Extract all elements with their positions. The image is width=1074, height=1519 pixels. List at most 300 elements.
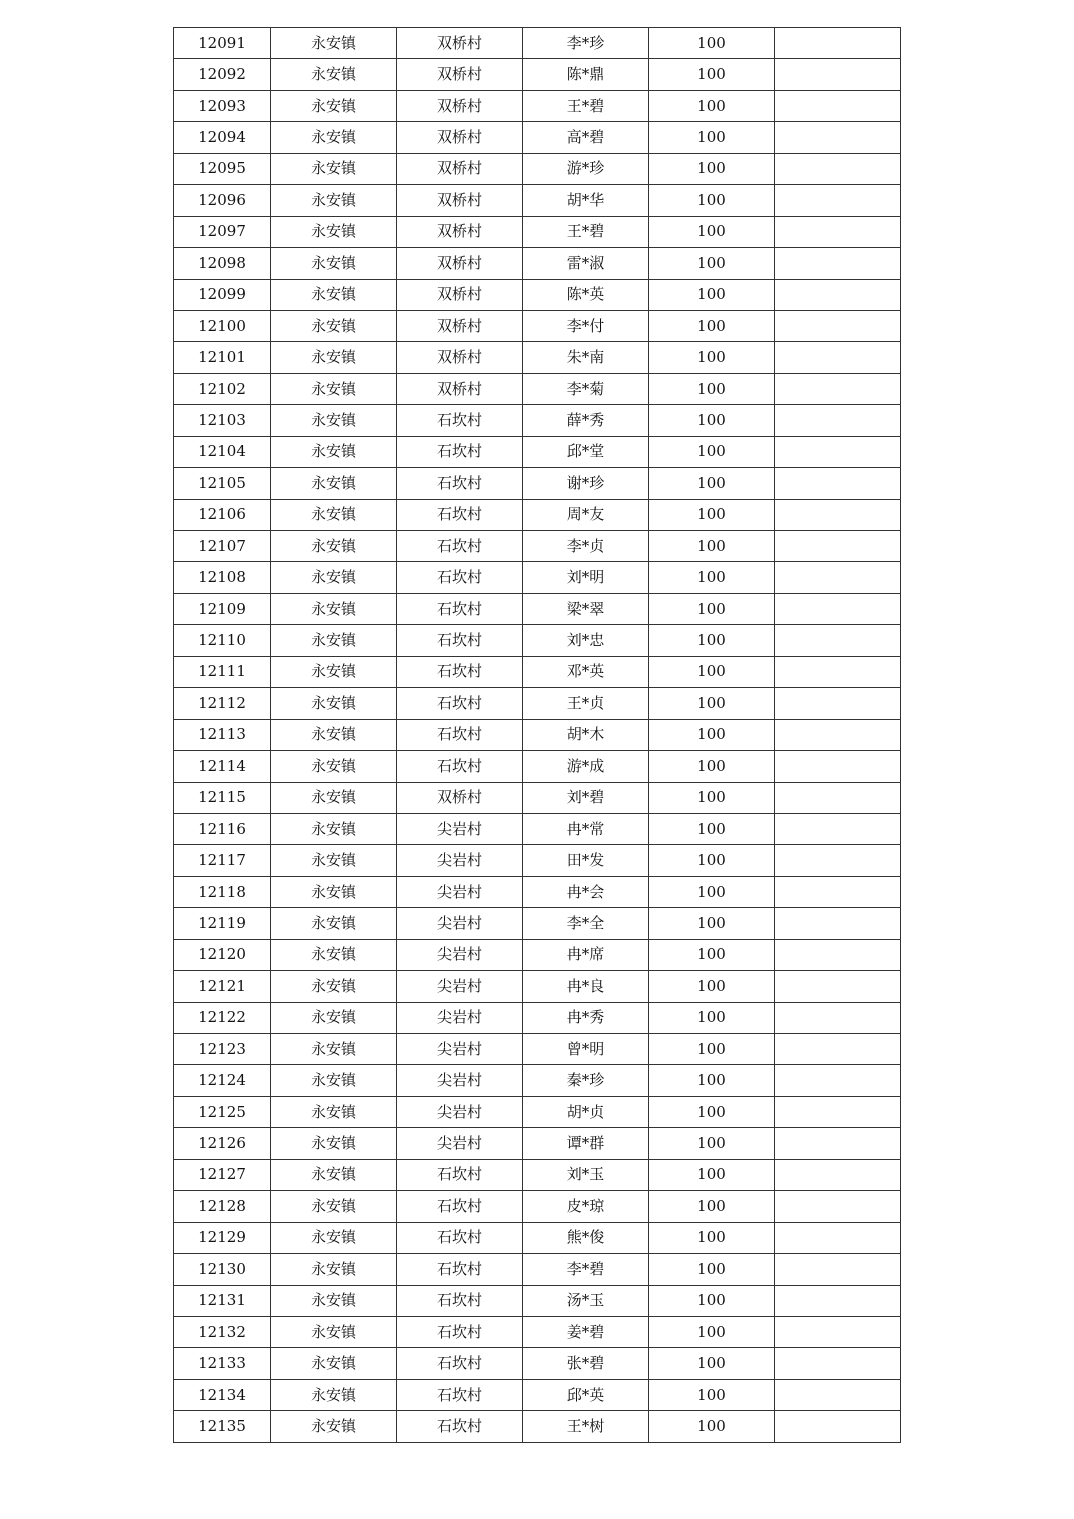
name-cell: 梁*翠 — [523, 593, 649, 624]
village-cell: 石坎村 — [397, 1379, 523, 1410]
serial-number-cell: 12129 — [174, 1222, 271, 1253]
amount-cell: 100 — [649, 751, 775, 782]
village-cell: 石坎村 — [397, 531, 523, 562]
village-cell: 石坎村 — [397, 1411, 523, 1442]
remark-cell — [775, 656, 901, 687]
serial-number-cell: 12108 — [174, 562, 271, 593]
town-cell: 永安镇 — [271, 1191, 397, 1222]
serial-number-cell: 12101 — [174, 342, 271, 373]
village-cell: 石坎村 — [397, 1222, 523, 1253]
amount-cell: 100 — [649, 531, 775, 562]
name-cell: 陈*鼎 — [523, 59, 649, 90]
remark-cell — [775, 28, 901, 59]
amount-cell: 100 — [649, 1316, 775, 1347]
town-cell: 永安镇 — [271, 751, 397, 782]
town-cell: 永安镇 — [271, 1096, 397, 1127]
town-cell: 永安镇 — [271, 499, 397, 530]
serial-number-cell: 12109 — [174, 593, 271, 624]
village-cell: 尖岩村 — [397, 1096, 523, 1127]
serial-number-cell: 12116 — [174, 813, 271, 844]
name-cell: 刘*碧 — [523, 782, 649, 813]
remark-cell — [775, 1285, 901, 1316]
village-cell: 双桥村 — [397, 782, 523, 813]
table-row — [174, 751, 901, 782]
village-cell: 石坎村 — [397, 751, 523, 782]
amount-cell: 100 — [649, 1285, 775, 1316]
village-cell: 石坎村 — [397, 688, 523, 719]
village-cell: 石坎村 — [397, 1316, 523, 1347]
village-cell: 石坎村 — [397, 436, 523, 467]
town-cell: 永安镇 — [271, 1285, 397, 1316]
town-cell: 永安镇 — [271, 845, 397, 876]
town-cell: 永安镇 — [271, 939, 397, 970]
remark-cell — [775, 153, 901, 184]
table-row — [174, 279, 901, 310]
town-cell: 永安镇 — [271, 625, 397, 656]
amount-cell: 100 — [649, 1065, 775, 1096]
table-row — [174, 656, 901, 687]
town-cell: 永安镇 — [271, 405, 397, 436]
amount-cell: 100 — [649, 1002, 775, 1033]
village-cell: 石坎村 — [397, 625, 523, 656]
table-row — [174, 1222, 901, 1253]
village-cell: 石坎村 — [397, 1285, 523, 1316]
remark-cell — [775, 751, 901, 782]
table-row — [174, 1159, 901, 1190]
village-cell: 双桥村 — [397, 153, 523, 184]
serial-number-cell: 12123 — [174, 1034, 271, 1065]
remark-cell — [775, 59, 901, 90]
town-cell: 永安镇 — [271, 1034, 397, 1065]
village-cell: 双桥村 — [397, 90, 523, 121]
serial-number-cell: 12120 — [174, 939, 271, 970]
remark-cell — [775, 1034, 901, 1065]
name-cell: 李*全 — [523, 908, 649, 939]
table-row — [174, 939, 901, 970]
town-cell: 永安镇 — [271, 656, 397, 687]
village-cell: 双桥村 — [397, 279, 523, 310]
village-cell: 石坎村 — [397, 719, 523, 750]
name-cell: 邓*英 — [523, 656, 649, 687]
village-cell: 双桥村 — [397, 185, 523, 216]
serial-number-cell: 12121 — [174, 971, 271, 1002]
table-row — [174, 1254, 901, 1285]
remark-cell — [775, 1222, 901, 1253]
amount-cell: 100 — [649, 625, 775, 656]
table-row — [174, 185, 901, 216]
amount-cell: 100 — [649, 1411, 775, 1442]
name-cell: 游*成 — [523, 751, 649, 782]
town-cell: 永安镇 — [271, 908, 397, 939]
remark-cell — [775, 688, 901, 719]
town-cell: 永安镇 — [271, 593, 397, 624]
table-row — [174, 1034, 901, 1065]
remark-cell — [775, 1002, 901, 1033]
table-row — [174, 1096, 901, 1127]
amount-cell: 100 — [649, 436, 775, 467]
remark-cell — [775, 1348, 901, 1379]
amount-cell: 100 — [649, 90, 775, 121]
remark-cell — [775, 531, 901, 562]
serial-number-cell: 12103 — [174, 405, 271, 436]
village-cell: 石坎村 — [397, 1348, 523, 1379]
name-cell: 张*碧 — [523, 1348, 649, 1379]
serial-number-cell: 12117 — [174, 845, 271, 876]
serial-number-cell: 12132 — [174, 1316, 271, 1347]
roster-table-body — [174, 28, 901, 1443]
amount-cell: 100 — [649, 1159, 775, 1190]
table-row — [174, 719, 901, 750]
remark-cell — [775, 1316, 901, 1347]
remark-cell — [775, 373, 901, 404]
table-row — [174, 310, 901, 341]
table-row — [174, 342, 901, 373]
serial-number-cell: 12098 — [174, 248, 271, 279]
village-cell: 双桥村 — [397, 59, 523, 90]
remark-cell — [775, 782, 901, 813]
name-cell: 李*碧 — [523, 1254, 649, 1285]
name-cell: 李*付 — [523, 310, 649, 341]
name-cell: 汤*玉 — [523, 1285, 649, 1316]
village-cell: 尖岩村 — [397, 845, 523, 876]
amount-cell: 100 — [649, 59, 775, 90]
table-row — [174, 216, 901, 247]
table-row — [174, 248, 901, 279]
village-cell: 尖岩村 — [397, 971, 523, 1002]
name-cell: 谭*群 — [523, 1128, 649, 1159]
village-cell: 双桥村 — [397, 216, 523, 247]
remark-cell — [775, 845, 901, 876]
town-cell: 永安镇 — [271, 1379, 397, 1410]
town-cell: 永安镇 — [271, 688, 397, 719]
remark-cell — [775, 562, 901, 593]
serial-number-cell: 12093 — [174, 90, 271, 121]
name-cell: 李*贞 — [523, 531, 649, 562]
table-row — [174, 436, 901, 467]
name-cell: 高*碧 — [523, 122, 649, 153]
amount-cell: 100 — [649, 153, 775, 184]
table-row — [174, 782, 901, 813]
village-cell: 尖岩村 — [397, 813, 523, 844]
serial-number-cell: 12111 — [174, 656, 271, 687]
remark-cell — [775, 279, 901, 310]
remark-cell — [775, 1128, 901, 1159]
table-row — [174, 468, 901, 499]
town-cell: 永安镇 — [271, 59, 397, 90]
remark-cell — [775, 436, 901, 467]
amount-cell: 100 — [649, 1222, 775, 1253]
town-cell: 永安镇 — [271, 248, 397, 279]
name-cell: 陈*英 — [523, 279, 649, 310]
table-row — [174, 1002, 901, 1033]
remark-cell — [775, 1065, 901, 1096]
name-cell: 李*菊 — [523, 373, 649, 404]
serial-number-cell: 12102 — [174, 373, 271, 404]
table-row — [174, 1191, 901, 1222]
table-row — [174, 971, 901, 1002]
amount-cell: 100 — [649, 813, 775, 844]
remark-cell — [775, 1191, 901, 1222]
amount-cell: 100 — [649, 908, 775, 939]
town-cell: 永安镇 — [271, 813, 397, 844]
name-cell: 谢*珍 — [523, 468, 649, 499]
amount-cell: 100 — [649, 468, 775, 499]
table-row — [174, 1316, 901, 1347]
serial-number-cell: 12128 — [174, 1191, 271, 1222]
name-cell: 朱*南 — [523, 342, 649, 373]
amount-cell: 100 — [649, 1254, 775, 1285]
table-row — [174, 373, 901, 404]
name-cell: 王*碧 — [523, 216, 649, 247]
village-cell: 尖岩村 — [397, 1065, 523, 1096]
table-row — [174, 1065, 901, 1096]
town-cell: 永安镇 — [271, 1065, 397, 1096]
remark-cell — [775, 248, 901, 279]
name-cell: 皮*琼 — [523, 1191, 649, 1222]
town-cell: 永安镇 — [271, 531, 397, 562]
name-cell: 刘*忠 — [523, 625, 649, 656]
amount-cell: 100 — [649, 310, 775, 341]
amount-cell: 100 — [649, 373, 775, 404]
table-row — [174, 562, 901, 593]
serial-number-cell: 12112 — [174, 688, 271, 719]
town-cell: 永安镇 — [271, 90, 397, 121]
remark-cell — [775, 185, 901, 216]
remark-cell — [775, 216, 901, 247]
town-cell: 永安镇 — [271, 1316, 397, 1347]
serial-number-cell: 12124 — [174, 1065, 271, 1096]
town-cell: 永安镇 — [271, 279, 397, 310]
name-cell: 薛*秀 — [523, 405, 649, 436]
amount-cell: 100 — [649, 405, 775, 436]
remark-cell — [775, 310, 901, 341]
table-row — [174, 1411, 901, 1442]
serial-number-cell: 12125 — [174, 1096, 271, 1127]
serial-number-cell: 12131 — [174, 1285, 271, 1316]
village-cell: 尖岩村 — [397, 1128, 523, 1159]
town-cell: 永安镇 — [271, 1222, 397, 1253]
town-cell: 永安镇 — [271, 1254, 397, 1285]
amount-cell: 100 — [649, 1034, 775, 1065]
amount-cell: 100 — [649, 1096, 775, 1127]
table-row — [174, 59, 901, 90]
serial-number-cell: 12096 — [174, 185, 271, 216]
amount-cell: 100 — [649, 782, 775, 813]
roster-table — [173, 27, 901, 1443]
town-cell: 永安镇 — [271, 1002, 397, 1033]
name-cell: 冉*席 — [523, 939, 649, 970]
remark-cell — [775, 719, 901, 750]
serial-number-cell: 12107 — [174, 531, 271, 562]
name-cell: 冉*会 — [523, 876, 649, 907]
serial-number-cell: 12092 — [174, 59, 271, 90]
remark-cell — [775, 593, 901, 624]
name-cell: 冉*常 — [523, 813, 649, 844]
town-cell: 永安镇 — [271, 719, 397, 750]
remark-cell — [775, 342, 901, 373]
remark-cell — [775, 468, 901, 499]
town-cell: 永安镇 — [271, 122, 397, 153]
amount-cell: 100 — [649, 122, 775, 153]
table-row — [174, 813, 901, 844]
table-row — [174, 1379, 901, 1410]
table-row — [174, 1128, 901, 1159]
remark-cell — [775, 813, 901, 844]
serial-number-cell: 12110 — [174, 625, 271, 656]
town-cell: 永安镇 — [271, 971, 397, 1002]
serial-number-cell: 12095 — [174, 153, 271, 184]
village-cell: 双桥村 — [397, 28, 523, 59]
serial-number-cell: 12126 — [174, 1128, 271, 1159]
village-cell: 石坎村 — [397, 499, 523, 530]
serial-number-cell: 12094 — [174, 122, 271, 153]
remark-cell — [775, 90, 901, 121]
village-cell: 石坎村 — [397, 593, 523, 624]
town-cell: 永安镇 — [271, 1159, 397, 1190]
name-cell: 曾*明 — [523, 1034, 649, 1065]
serial-number-cell: 12097 — [174, 216, 271, 247]
table-row — [174, 531, 901, 562]
amount-cell: 100 — [649, 248, 775, 279]
amount-cell: 100 — [649, 1379, 775, 1410]
remark-cell — [775, 1379, 901, 1410]
remark-cell — [775, 971, 901, 1002]
table-row — [174, 122, 901, 153]
name-cell: 田*发 — [523, 845, 649, 876]
town-cell: 永安镇 — [271, 216, 397, 247]
remark-cell — [775, 405, 901, 436]
name-cell: 刘*明 — [523, 562, 649, 593]
village-cell: 石坎村 — [397, 1254, 523, 1285]
serial-number-cell: 12105 — [174, 468, 271, 499]
town-cell: 永安镇 — [271, 468, 397, 499]
town-cell: 永安镇 — [271, 1348, 397, 1379]
serial-number-cell: 12118 — [174, 876, 271, 907]
amount-cell: 100 — [649, 28, 775, 59]
village-cell: 石坎村 — [397, 1159, 523, 1190]
remark-cell — [775, 122, 901, 153]
town-cell: 永安镇 — [271, 185, 397, 216]
table-row — [174, 405, 901, 436]
serial-number-cell: 12091 — [174, 28, 271, 59]
name-cell: 秦*珍 — [523, 1065, 649, 1096]
name-cell: 邱*英 — [523, 1379, 649, 1410]
village-cell: 石坎村 — [397, 405, 523, 436]
serial-number-cell: 12127 — [174, 1159, 271, 1190]
amount-cell: 100 — [649, 499, 775, 530]
remark-cell — [775, 1411, 901, 1442]
serial-number-cell: 12099 — [174, 279, 271, 310]
amount-cell: 100 — [649, 593, 775, 624]
serial-number-cell: 12119 — [174, 908, 271, 939]
village-cell: 双桥村 — [397, 310, 523, 341]
remark-cell — [775, 939, 901, 970]
town-cell: 永安镇 — [271, 562, 397, 593]
village-cell: 石坎村 — [397, 562, 523, 593]
table-row — [174, 876, 901, 907]
amount-cell: 100 — [649, 939, 775, 970]
name-cell: 周*友 — [523, 499, 649, 530]
town-cell: 永安镇 — [271, 876, 397, 907]
name-cell: 刘*玉 — [523, 1159, 649, 1190]
town-cell: 永安镇 — [271, 153, 397, 184]
village-cell: 尖岩村 — [397, 939, 523, 970]
remark-cell — [775, 499, 901, 530]
name-cell: 王*贞 — [523, 688, 649, 719]
amount-cell: 100 — [649, 876, 775, 907]
serial-number-cell: 12113 — [174, 719, 271, 750]
name-cell: 熊*俊 — [523, 1222, 649, 1253]
amount-cell: 100 — [649, 1128, 775, 1159]
serial-number-cell: 12104 — [174, 436, 271, 467]
village-cell: 尖岩村 — [397, 908, 523, 939]
town-cell: 永安镇 — [271, 342, 397, 373]
remark-cell — [775, 1254, 901, 1285]
remark-cell — [775, 625, 901, 656]
serial-number-cell: 12115 — [174, 782, 271, 813]
amount-cell: 100 — [649, 185, 775, 216]
village-cell: 石坎村 — [397, 468, 523, 499]
table-row — [174, 688, 901, 719]
village-cell: 双桥村 — [397, 373, 523, 404]
amount-cell: 100 — [649, 279, 775, 310]
town-cell: 永安镇 — [271, 1411, 397, 1442]
amount-cell: 100 — [649, 1191, 775, 1222]
village-cell: 双桥村 — [397, 342, 523, 373]
serial-number-cell: 12134 — [174, 1379, 271, 1410]
town-cell: 永安镇 — [271, 310, 397, 341]
serial-number-cell: 12130 — [174, 1254, 271, 1285]
name-cell: 胡*华 — [523, 185, 649, 216]
serial-number-cell: 12114 — [174, 751, 271, 782]
village-cell: 尖岩村 — [397, 1002, 523, 1033]
name-cell: 冉*良 — [523, 971, 649, 1002]
village-cell: 尖岩村 — [397, 1034, 523, 1065]
name-cell: 胡*木 — [523, 719, 649, 750]
name-cell: 冉*秀 — [523, 1002, 649, 1033]
amount-cell: 100 — [649, 845, 775, 876]
village-cell: 石坎村 — [397, 1191, 523, 1222]
remark-cell — [775, 876, 901, 907]
amount-cell: 100 — [649, 719, 775, 750]
name-cell: 姜*碧 — [523, 1316, 649, 1347]
amount-cell: 100 — [649, 656, 775, 687]
name-cell: 雷*淑 — [523, 248, 649, 279]
name-cell: 游*珍 — [523, 153, 649, 184]
serial-number-cell: 12135 — [174, 1411, 271, 1442]
amount-cell: 100 — [649, 971, 775, 1002]
table-row — [174, 499, 901, 530]
serial-number-cell: 12133 — [174, 1348, 271, 1379]
name-cell: 王*树 — [523, 1411, 649, 1442]
amount-cell: 100 — [649, 216, 775, 247]
amount-cell: 100 — [649, 342, 775, 373]
table-row — [174, 90, 901, 121]
village-cell: 双桥村 — [397, 122, 523, 153]
table-row — [174, 845, 901, 876]
serial-number-cell: 12122 — [174, 1002, 271, 1033]
town-cell: 永安镇 — [271, 782, 397, 813]
name-cell: 胡*贞 — [523, 1096, 649, 1127]
town-cell: 永安镇 — [271, 1128, 397, 1159]
table-row — [174, 625, 901, 656]
amount-cell: 100 — [649, 562, 775, 593]
village-cell: 石坎村 — [397, 656, 523, 687]
village-cell: 尖岩村 — [397, 876, 523, 907]
name-cell: 邱*堂 — [523, 436, 649, 467]
remark-cell — [775, 908, 901, 939]
name-cell: 王*碧 — [523, 90, 649, 121]
